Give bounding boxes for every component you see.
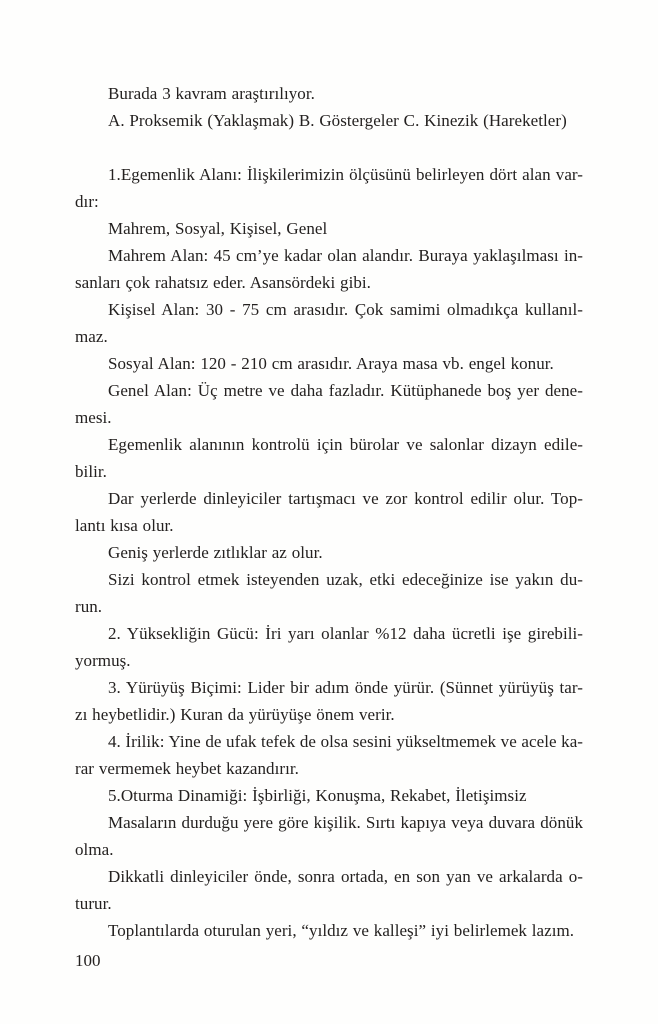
text-line: Mahrem Alan: 45 cm’ye kadar olan alandır. Buraya yaklaşılması in- (108, 246, 583, 265)
text-line: turur. (75, 894, 112, 913)
text-line: bilir. (75, 462, 107, 481)
text-line: maz. (75, 327, 108, 346)
text-line: zı heybetlidir.) Kuran da yürüyüşe önem verir. (75, 705, 395, 724)
text-block (75, 80, 583, 944)
text-line: 1.Egemenlik Alanı: İlişkilerimizin ölçüsünü belirleyen dört alan var- (108, 165, 583, 184)
text-line: dır: (75, 192, 99, 211)
text-line: olma. (75, 840, 114, 859)
text-line: Sizi kontrol etmek isteyenden uzak, etki edeceğinize ise yakın du- (108, 570, 583, 589)
text-line: run. (75, 597, 103, 616)
text-line: Toplantılarda oturulan yeri, “yıldız ve kalleşi” iyi belirlemek lazım. (108, 921, 575, 940)
text-line: Dar yerlerde dinleyiciler tartışmacı ve zor kontrol edilir olur. Top- (108, 489, 583, 508)
text-line: 4. İrilik: Yine de ufak tefek de olsa sesini yükseltmemek ve acele ka- (108, 732, 583, 751)
text-line: 3. Yürüyüş Biçimi: Lider bir adım önde yürür. (Sünnet yürüyüş tar- (108, 678, 583, 697)
text-line: Genel Alan: Üç metre ve daha fazladır. Kütüphanede boş yer dene- (108, 381, 583, 400)
text-line: 5.Oturma Dinamiği: İşbirliği, Konuşma, Rekabet, İletişimsiz (108, 786, 527, 805)
text-line: A. Proksemik (Yaklaşmak) B. Göstergeler C. Kinezik (Hareketler) (108, 111, 567, 130)
text-line: Egemenlik alanının kontrolü için bürolar ve salonlar dizayn edile- (108, 435, 583, 454)
text-line: mesi. (75, 408, 112, 427)
text-line: lantı kısa olur. (75, 516, 174, 535)
paragraph-gap (75, 134, 583, 161)
text-line: rar vermemek heybet kazandırır. (75, 759, 299, 778)
text-line: Burada 3 kavram araştırılıyor. (108, 84, 315, 103)
text-line: Dikkatli dinleyiciler önde, sonra ortada, en son yan ve arkalarda o- (108, 867, 583, 886)
text-line: sanları çok rahatsız eder. Asansördeki gibi. (75, 273, 371, 292)
text-line: Masaların durduğu yere göre kişilik. Sırtı kapıya veya duvara dönük (108, 813, 583, 832)
text-line: 2. Yüksekliğin Gücü: İri yarı olanlar %12 daha ücretli işe girebili- (108, 624, 583, 643)
text-line: Mahrem, Sosyal, Kişisel, Genel (108, 219, 328, 238)
text-line: Geniş yerlerde zıtlıklar az olur. (108, 543, 323, 562)
text-line: Kişisel Alan: 30 - 75 cm arasıdır. Çok samimi olmadıkça kullanıl- (108, 300, 583, 319)
page-number: 100 (75, 951, 101, 970)
text-line: yormuş. (75, 651, 131, 670)
text-line: Sosyal Alan: 120 - 210 cm arasıdır. Araya masa vb. engel konur. (108, 354, 554, 373)
